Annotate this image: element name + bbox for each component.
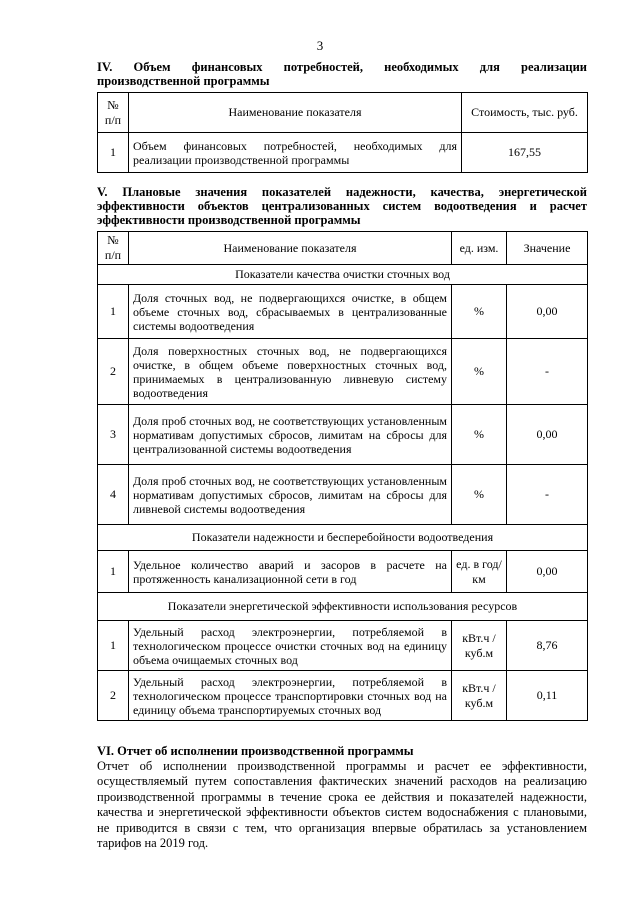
header-name: Наименование показателя: [129, 232, 452, 265]
row-num: 4: [98, 465, 129, 525]
table-row: [98, 133, 588, 173]
section-6-paragraph: Отчет об исполнении производственной программы и расчет ее эффективности, осуществляемый путем сопоставления фактических значений расходов на реализацию производственной программы в течение срока ее действия и показателей надежности, качества и энергетической эффективности объектов систем водоснабжения с плановыми, не приводится в связи с тем, что организация впервые обратилась за установлением тарифов на 2019 год.: [97, 759, 587, 851]
row-value: 8,76: [507, 621, 588, 671]
row-unit: кВт.ч / куб.м: [452, 671, 507, 721]
row-unit: %: [452, 285, 507, 339]
header-value: Значение: [507, 232, 588, 265]
indicators-table: [97, 231, 588, 721]
header-num: № п/п: [98, 93, 129, 133]
row-num: 2: [98, 339, 129, 405]
section-4-heading: [97, 60, 587, 88]
header-num: № п/п: [98, 232, 129, 265]
row-name: Доля сточных вод, не подвергающихся очистке, в общем объеме сточных вод, сбрасываемых в централизованные системы водоотведения: [129, 285, 452, 339]
row-num: 1: [98, 551, 129, 593]
table-row: [98, 671, 588, 721]
row-value: 0,00: [507, 405, 588, 465]
row-name: Доля проб сточных вод, не соответствующих установленным нормативам допустимых сбросов, лимитам на сбросы для ливневой системы водоотведения: [129, 465, 452, 525]
page-number: 3: [316, 38, 324, 53]
section-4-heading-line2: производственной программы: [97, 74, 270, 88]
group-header-energy: Показатели энергетической эффективности использования ресурсов: [98, 593, 588, 621]
row-unit: %: [452, 339, 507, 405]
section-5-heading-line3: эффективности производственной программы: [97, 213, 361, 227]
table-row: [98, 465, 588, 525]
table-row: [98, 405, 588, 465]
row-num: 2: [98, 671, 129, 721]
header-name: Наименование показателя: [129, 93, 462, 133]
table-row: [98, 339, 588, 405]
row-num: 3: [98, 405, 129, 465]
row-value: -: [507, 465, 588, 525]
row-value: 0,00: [507, 551, 588, 593]
row-name: Удельный расход электроэнергии, потребляемой в технологическом процессе транспортировки сточных вод на единицу объема транспортируемых сточных вод: [129, 671, 452, 721]
group-header-reliability: Показатели надежности и бесперебойности водоотведения: [98, 525, 588, 551]
row-num: 1: [98, 133, 129, 173]
row-name: Удельный расход электроэнергии, потребляемой в технологическом процессе очистки сточных вод на единицу объема очищаемых сточных вод: [129, 621, 452, 671]
section-5-heading: [97, 185, 587, 227]
section-5-heading-line2: эффективности объектов централизованных систем водоотведения и расчет: [97, 199, 587, 213]
row-unit: %: [452, 405, 507, 465]
section-5-heading-line1: V. Плановые значения показателей надежности, качества, энергетической: [97, 185, 587, 199]
header-unit: ед. изм.: [452, 232, 507, 265]
row-unit: кВт.ч / куб.м: [452, 621, 507, 671]
section-4-heading-line1: IV. Объем финансовых потребностей, необходимых для реализации: [97, 60, 587, 74]
row-value: -: [507, 339, 588, 405]
row-name: Объем финансовых потребностей, необходимых для реализации производственной программы: [129, 133, 462, 173]
row-name: Удельное количество аварий и засоров в расчете на протяженность канализационной сети в год: [129, 551, 452, 593]
row-num: 1: [98, 285, 129, 339]
section-6-heading: VI. Отчет об исполнении производственной программы: [97, 744, 414, 758]
row-unit: %: [452, 465, 507, 525]
row-num: 1: [98, 621, 129, 671]
financial-needs-table: [97, 92, 588, 173]
row-value: 0,00: [507, 285, 588, 339]
row-name: Доля проб сточных вод, не соответствующих установленным нормативам допустимых сбросов, лимитам на сбросы для централизованной системы водоотведения: [129, 405, 452, 465]
section-6: [97, 744, 587, 851]
table-row: [98, 551, 588, 593]
header-cost: Стоимость, тыс. руб.: [462, 93, 588, 133]
row-name: Доля поверхностных сточных вод, не подвергающихся очистке, в общем объеме поверхностных сточных вод, принимаемых в централизованную ливневую систему водоотведения: [129, 339, 452, 405]
row-value: 167,55: [462, 133, 588, 173]
table-row: [98, 621, 588, 671]
row-value: 0,11: [507, 671, 588, 721]
table-row: [98, 285, 588, 339]
row-unit: ед. в год/ км: [452, 551, 507, 593]
group-header-quality: Показатели качества очистки сточных вод: [98, 265, 588, 285]
